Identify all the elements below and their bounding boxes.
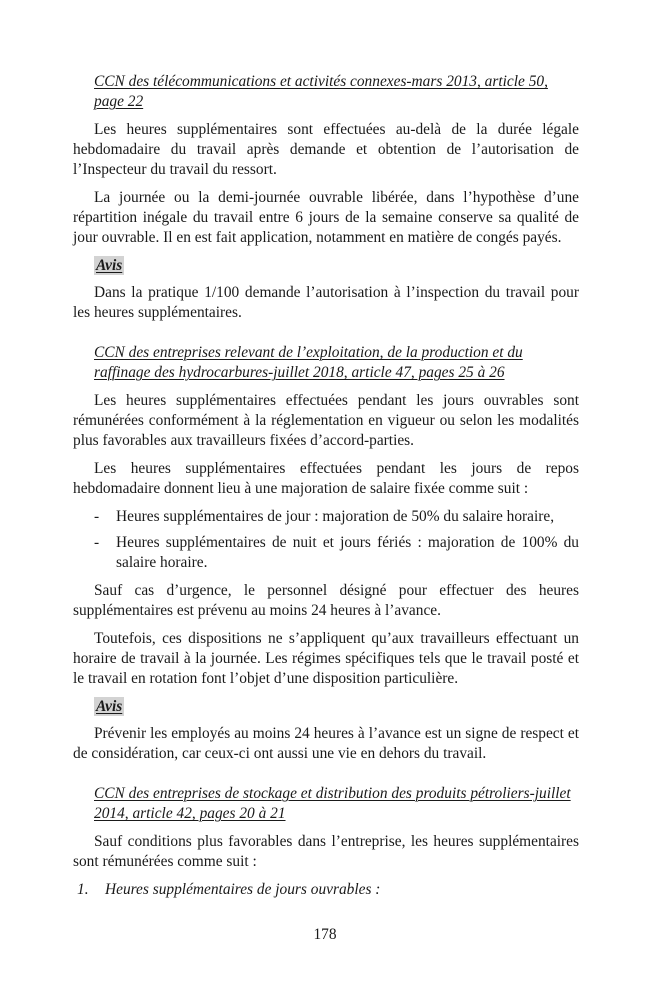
section-heading-hydrocarbures: CCN des entreprises relevant de l’exploitation, de la production et du raffinage des hydrocarbures-juillet 2018, article 47, pages 25 à 26 bbox=[94, 344, 523, 381]
avis-label: Avis bbox=[96, 698, 123, 715]
paragraph: La journée ou la demi-journée ouvrable libérée, dans l’hypothèse d’une répartition inégale du travail entre 6 jours de la semaine conserve sa qualité de jour ouvrable. Il en est fait application, notamment en matière de congés payés. bbox=[73, 189, 579, 246]
list-item bbox=[73, 507, 579, 527]
page-content bbox=[73, 72, 579, 900]
avis-paragraph: Dans la pratique 1/100 demande l’autorisation à l’inspection du travail pour les heures supplémentaires. bbox=[73, 284, 579, 321]
section-heading-stockage: CCN des entreprises de stockage et distribution des produits pétroliers-juillet 2014, article 42, pages 20 à 21 bbox=[94, 785, 571, 822]
list-item bbox=[73, 533, 579, 573]
paragraph: Sauf cas d’urgence, le personnel désigné pour effectuer des heures supplémentaires est prévenu au moins 24 heures à l’avance. bbox=[73, 582, 579, 619]
paragraph: Les heures supplémentaires effectuées pendant les jours de repos hebdomadaire donnent lieu à une majoration de salaire fixée comme suit : bbox=[73, 460, 579, 497]
page-number: 178 bbox=[313, 926, 337, 943]
section-heading-telecom: CCN des télécommunications et activités connexes-mars 2013, article 50, page 22 bbox=[94, 73, 548, 110]
item-text: Heures supplémentaires de jours ouvrables : bbox=[105, 881, 381, 898]
paragraph: Toutefois, ces dispositions ne s’appliquent qu’aux travailleurs effectuant un horaire de travail à la journée. Les régimes spécifiques tels que le travail posté et le travail en rotation font l’objet d’une disposition particulière. bbox=[73, 630, 579, 687]
bullet-marker: - bbox=[94, 534, 100, 551]
bullet-list bbox=[73, 507, 579, 573]
avis-paragraph: Prévenir les employés au moins 24 heures à l’avance est un signe de respect et de considération, car ceux-ci ont aussi une vie en dehors du travail. bbox=[73, 725, 579, 762]
list-item-text: Heures supplémentaires de nuit et jours fériés : majoration de 100% du salaire horaire. bbox=[116, 534, 579, 571]
list-item-text: Heures supplémentaires de jour : majoration de 50% du salaire horaire, bbox=[116, 508, 555, 525]
numbered-item bbox=[73, 880, 579, 900]
paragraph: Les heures supplémentaires effectuées pendant les jours ouvrables sont rémunérées conformément à la réglementation en vigueur ou selon les modalités plus favorables aux travailleurs fixées d’accord-parties. bbox=[73, 392, 579, 449]
paragraph: Les heures supplémentaires sont effectuées au-delà de la durée légale hebdomadaire du travail après demande et obtention de l’autorisation de l’Inspecteur du travail du ressort. bbox=[73, 121, 579, 178]
paragraph: Sauf conditions plus favorables dans l’entreprise, les heures supplémentaires sont rémunérées comme suit : bbox=[73, 833, 579, 870]
item-number: 1. bbox=[77, 881, 89, 898]
avis-label: Avis bbox=[96, 257, 123, 274]
bullet-marker: - bbox=[94, 508, 100, 525]
